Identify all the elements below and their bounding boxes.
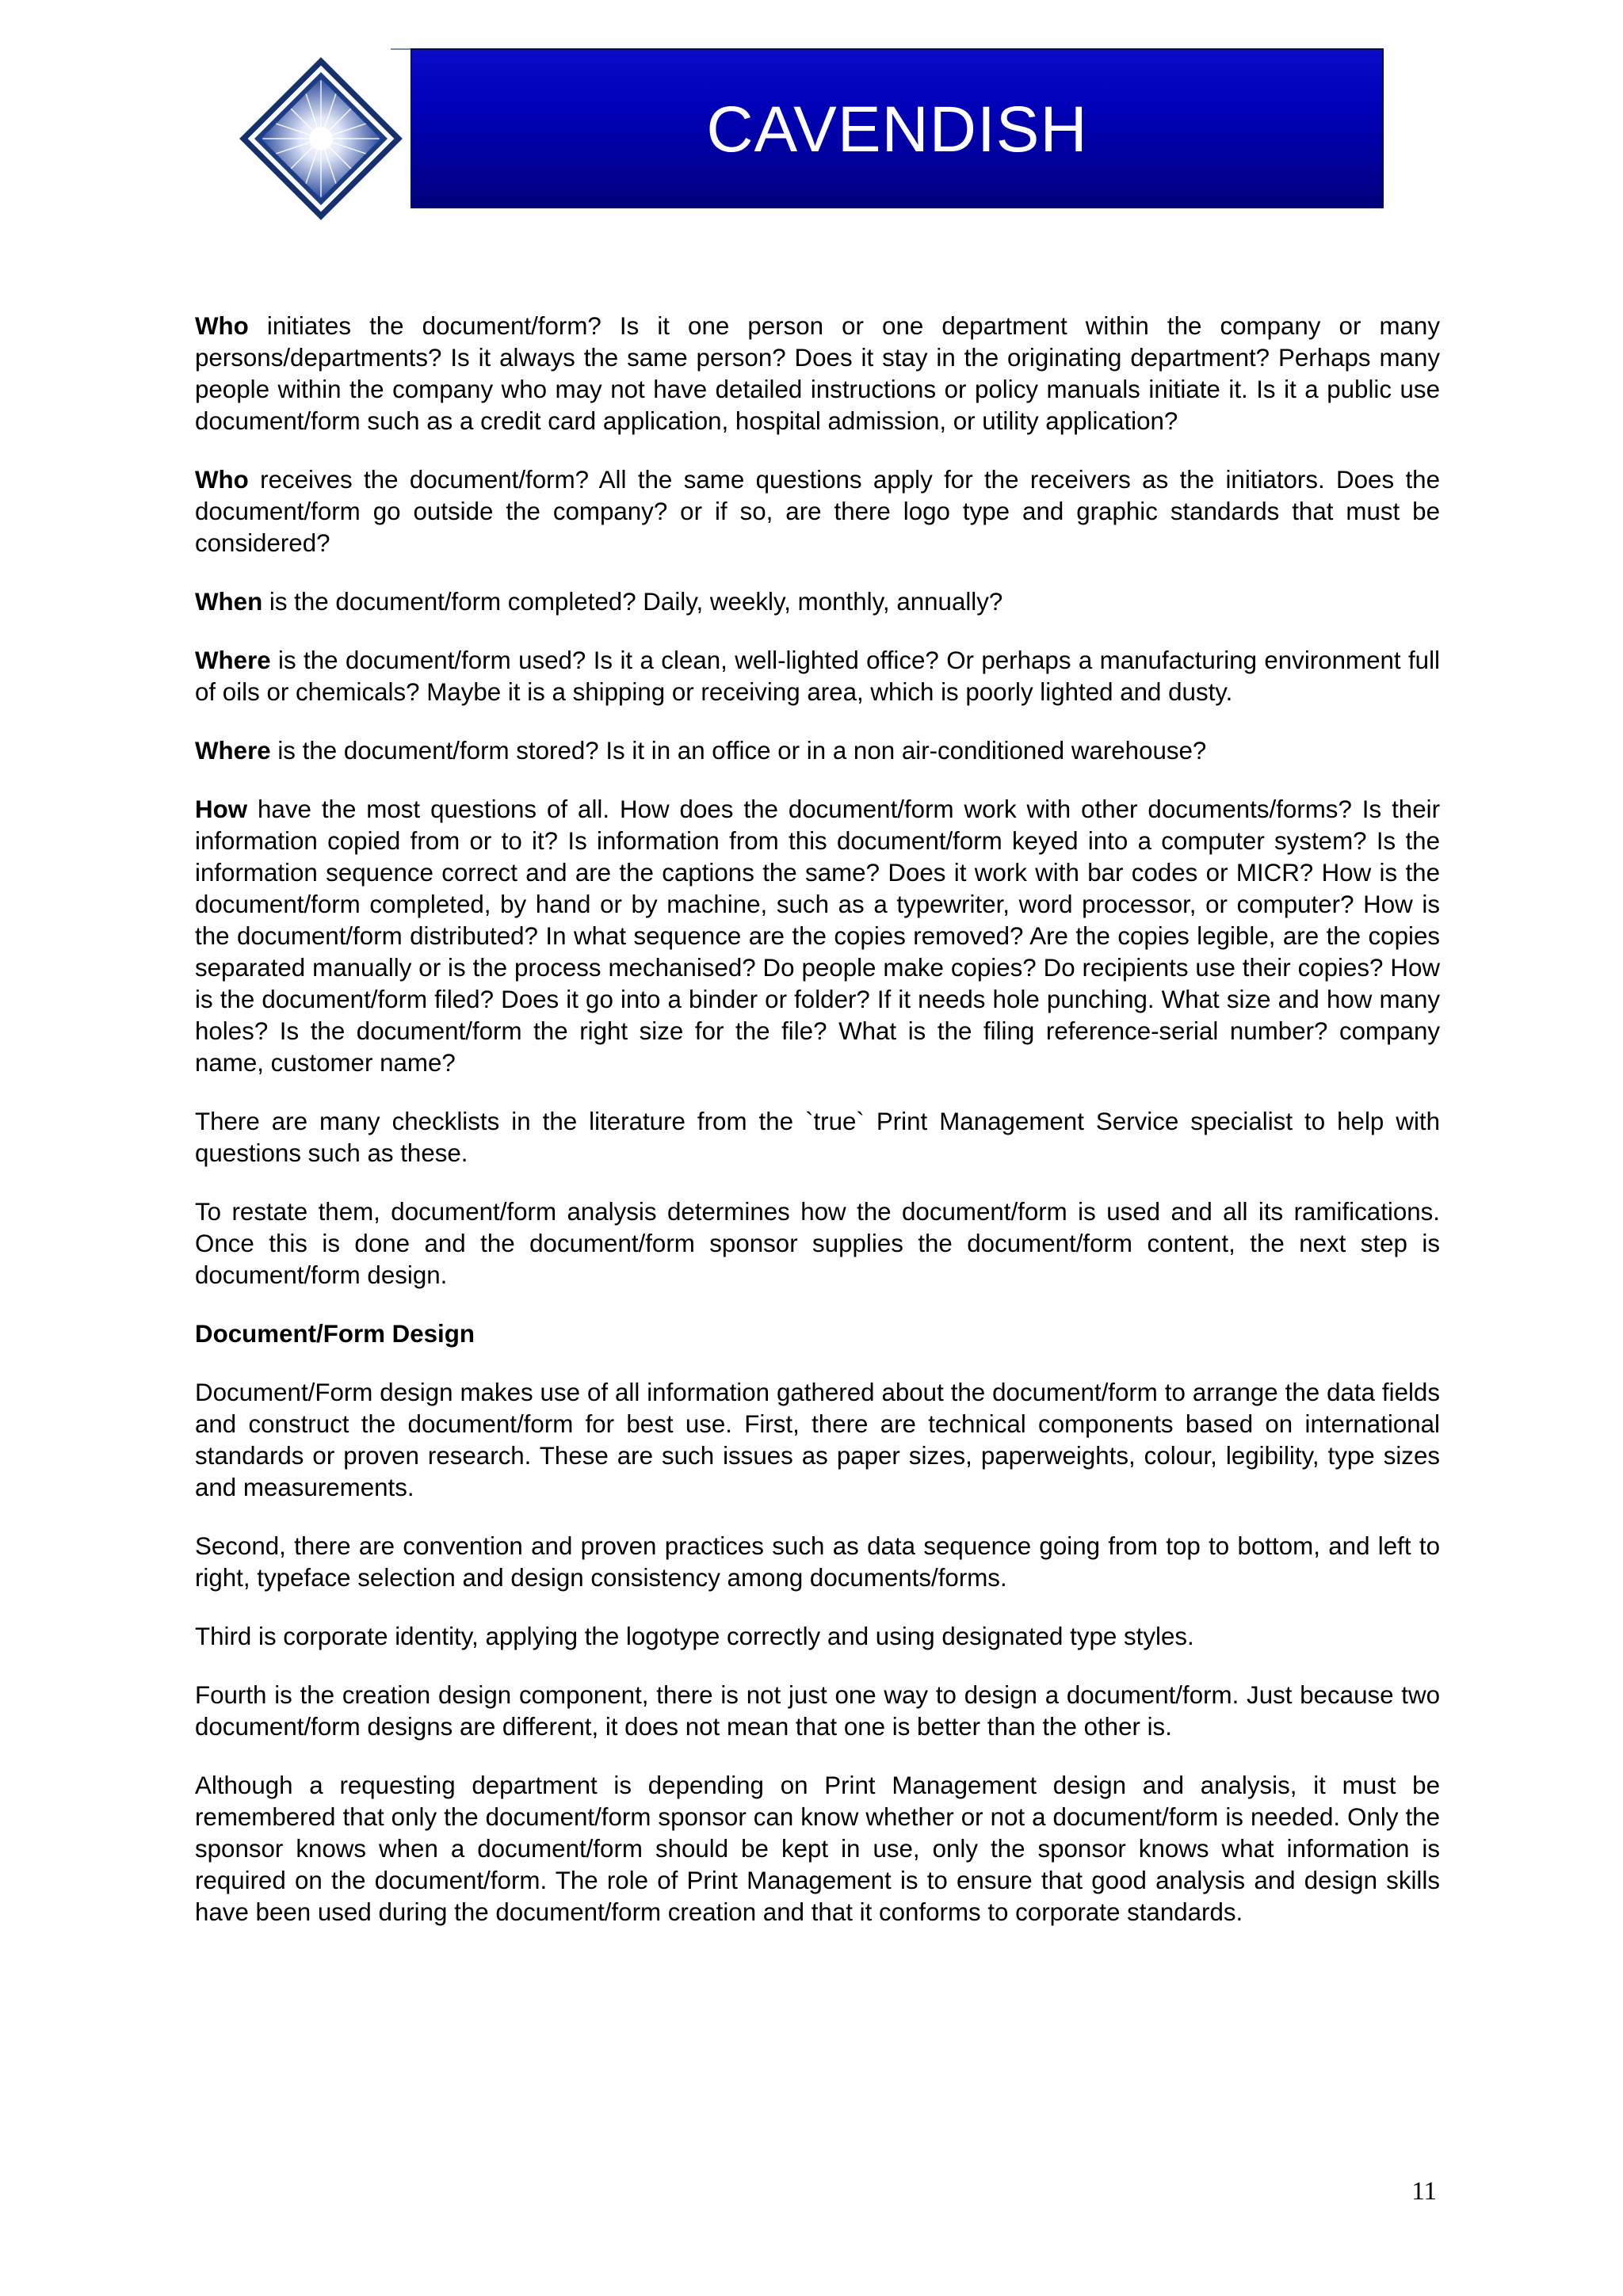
paragraph-lead: Who [195, 466, 249, 494]
paragraph: Although a requesting department is depending on Print Management design and analysis, it must be remembered that only the document/form sponsor can know whether or not a document/form is needed. Only the sponsor knows when a document/form should be kept in use, only the sponsor knows what information is required on the document/form. The role of Print Management is to ensure that good analysis and design skills have been used during the document/form creation and that it conforms to corporate standards. [195, 1772, 1440, 1926]
paragraph-text: initiates the document/form? Is it one person or one department within the company or many persons/departments? Is it always the same person? Does it stay in the originating department? Perhaps many people within the company who may not have detailed instructions or policy manuals initiate it. Is it a public use document/form such as a credit card application, hospital admission, or utility application? [195, 312, 1440, 435]
banner-rule [391, 48, 411, 50]
paragraph [195, 311, 1440, 437]
paragraph-text: is the document/form completed? Daily, weekly, monthly, annually? [262, 588, 1003, 616]
paragraph-text: To restate them, document/form analysis determines how the document/form is used and all its ramifications. Once this is done and the document/form sponsor supplies the document/form content, the next step is document/form design. [195, 1198, 1440, 1289]
paragraph-lead: Where [195, 737, 271, 765]
paragraph [195, 1106, 1440, 1169]
paragraph-lead: Where [195, 646, 271, 674]
paragraph-lead: How [195, 795, 248, 823]
paragraph [195, 735, 1440, 767]
paragraph: Fourth is the creation design component, there is not just one way to design a document/form. Just because two document/form designs are different, it does not mean that one is better than the other is. [195, 1681, 1440, 1741]
document-body [195, 311, 1440, 1955]
paragraph-text: is the document/form used? Is it a clean, well-lighted office? Or perhaps a manufacturing environment full of oils or chemicals? Maybe it is a shipping or receiving area, which is poorly lighted and dusty. [195, 646, 1440, 706]
paragraph: Document/Form design makes use of all information gathered about the document/form to arrange the data fields and construct the document/form for best use. First, there are technical components based on international standards or proven research. These are such issues as paper sizes, paperweights, colour, legibility, type sizes and measurements. [195, 1379, 1440, 1501]
paragraph [195, 645, 1440, 708]
paragraph [195, 1196, 1440, 1291]
paragraph-text: There are many checklists in the literature from the `true` Print Management Service specialist to help with questions such as these. [195, 1108, 1440, 1167]
paragraph: Third is corporate identity, applying the logotype correctly and using designated type styles. [195, 1623, 1194, 1650]
paragraph-lead: Who [195, 312, 249, 340]
paragraph: Second, there are convention and proven practices such as data sequence going from top to bottom, and left to right, typeface selection and design consistency among documents/forms. [195, 1532, 1440, 1592]
page-number: 11 [1411, 2177, 1437, 2206]
paragraph [195, 464, 1440, 559]
paragraph-text: receives the document/form? All the same questions apply for the receivers as the initiators. Does the document/form go outside the company? or if so, are there logo type and graphic standards that must be considered? [195, 466, 1440, 557]
diamond-star-logo-icon [238, 55, 404, 222]
paragraph [195, 794, 1440, 1079]
header-banner [411, 48, 1384, 208]
section-heading: Document/Form Design [195, 1320, 475, 1348]
paragraph-lead: When [195, 588, 263, 616]
paragraph [195, 586, 1440, 618]
header-title: CAVENDISH [706, 93, 1088, 166]
paragraph-text: have the most questions of all. How does the document/form work with other documents/forms? Is their information copied from or to it? Is information from this document/form keyed into a computer system? Is the information sequence correct and are the captions the same? Does it work with bar codes or MICR? How is the document/form completed, by hand or by machine, such as a typewriter, word processor, or computer? How is the document/form distributed? In what sequence are the copies removed? Are the copies legible, are the copies separated manually or is the process mechanised? Do people make copies? Do recipients use their copies? How is the document/form filed? Does it go into a binder or folder? If it needs hole punching. What size and how many holes? Is the document/form the right size for the file? What is the filing reference-serial number? company name, customer name? [195, 795, 1440, 1077]
paragraph-text: is the document/form stored? Is it in an office or in a non air-conditioned warehouse? [270, 737, 1207, 765]
